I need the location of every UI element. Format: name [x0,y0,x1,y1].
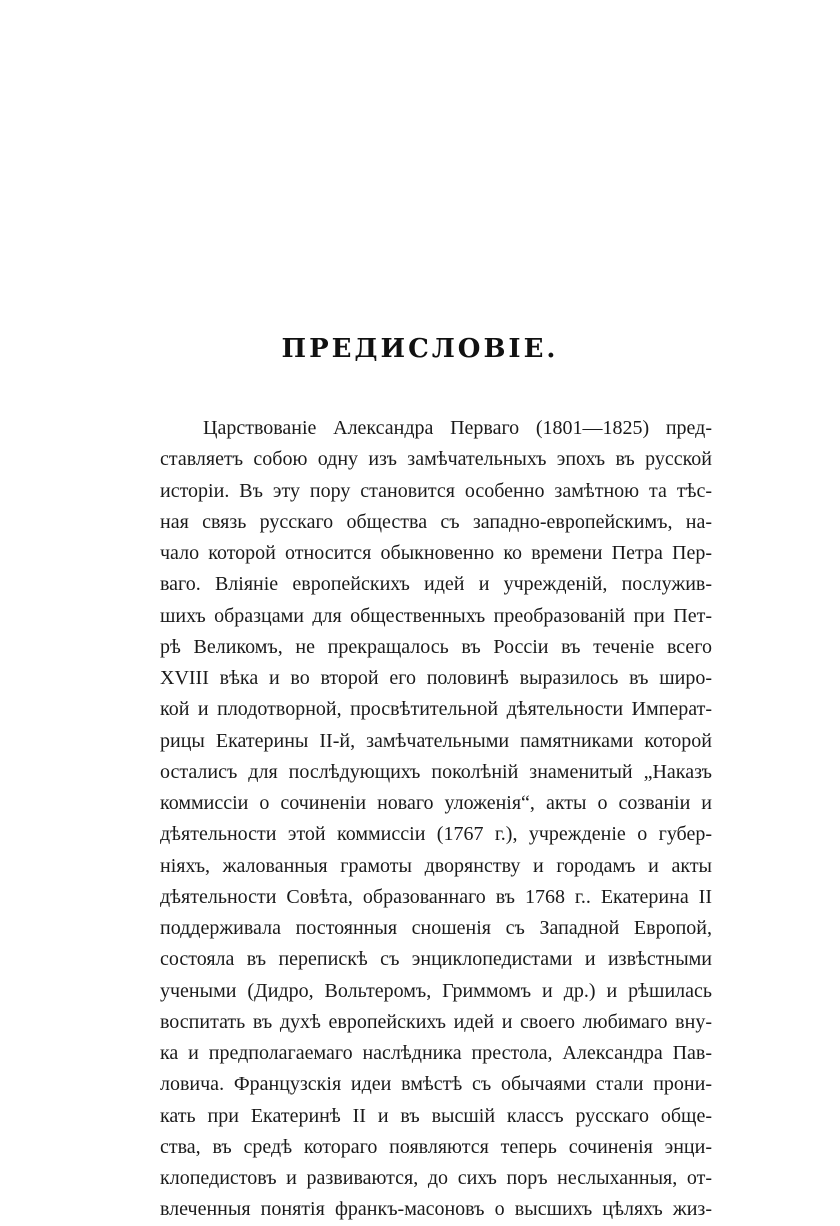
text-line: влеченныя понятія франкъ-масоновъ о высшихъ цѣляхъ жиз- [160,1198,712,1221]
text-line: ства, въ средѣ котораго появляются теперь сочиненія энци- [160,1135,712,1158]
text-line: рицы Екатерины II-й, замѣчательными памятниками которой [160,729,712,752]
text-line: учеными (Дидро, Вольтеромъ, Гриммомъ и др.) и рѣшилась [160,979,712,1002]
text-line: ніяхъ, жалованныя грамоты дворянству и городамъ и акты [160,854,712,877]
text-line: кать при Екатеринѣ II и въ высшій классъ русскаго обще- [160,1104,712,1127]
text-line: коммиссіи о сочиненіи новаго уложенія“, акты о созваніи и [160,792,712,814]
text-line: Царствованіе Александра Перваго (1801—1825) пред- [203,417,712,439]
body-paragraph [160,413,712,1226]
text-line: состояла въ перепискѣ съ энциклопедистами и извѣстными [160,948,712,971]
text-line: ставляетъ собою одну изъ замѣчательныхъ эпохъ въ русской [160,448,712,471]
text-line: кой и плодотворной, просвѣтительной дѣятельности Императ- [160,698,712,721]
text-line: шихъ образцами для общественныхъ преобразованій при Пет- [160,604,712,627]
text-line: дѣятельности Совѣта, образованнаго въ 1768 г.. Екатерина II [160,885,712,908]
text-line: чало которой относится обыкновенно ко времени Петра Пер- [160,542,712,564]
text-line: клопедистовъ и развиваются, до сихъ поръ неслыханныя, от- [160,1167,712,1189]
text-line: поддерживала постоянныя сношенія съ Западной Европой, [160,917,712,939]
text-line: осталисъ для послѣдующихъ поколѣній знаменитый „Наказъ [160,760,712,783]
text-line: ная связь русскаго общества съ западно-европейскимъ, на- [160,510,712,533]
page-title: ПРЕДИСЛОВІЕ. [281,334,559,364]
text-line: рѣ Великомъ, не прекращалось въ Россіи въ теченіе всего [160,635,712,658]
text-line: ка и предполагаемаго наслѣдника престола, Александра Пав- [160,1042,712,1064]
text-line: ловича. Французскія идеи вмѣстѣ съ обычаями стали прони- [160,1073,712,1096]
text-line: ваго. Вліяніе европейскихъ идей и учрежденій, послужив- [160,573,712,596]
text-line: исторіи. Въ эту пору становится особенно замѣтною та тѣс- [160,479,712,502]
text-line: XVIII вѣка и во второй его половинѣ выразилось въ широ- [160,667,712,689]
text-line: воспитать въ духѣ европейскихъ идей и своего любимаго вну- [160,1010,712,1033]
text-line: дѣятельности этой коммиссіи (1767 г.), учрежденіе о губер- [160,823,712,846]
